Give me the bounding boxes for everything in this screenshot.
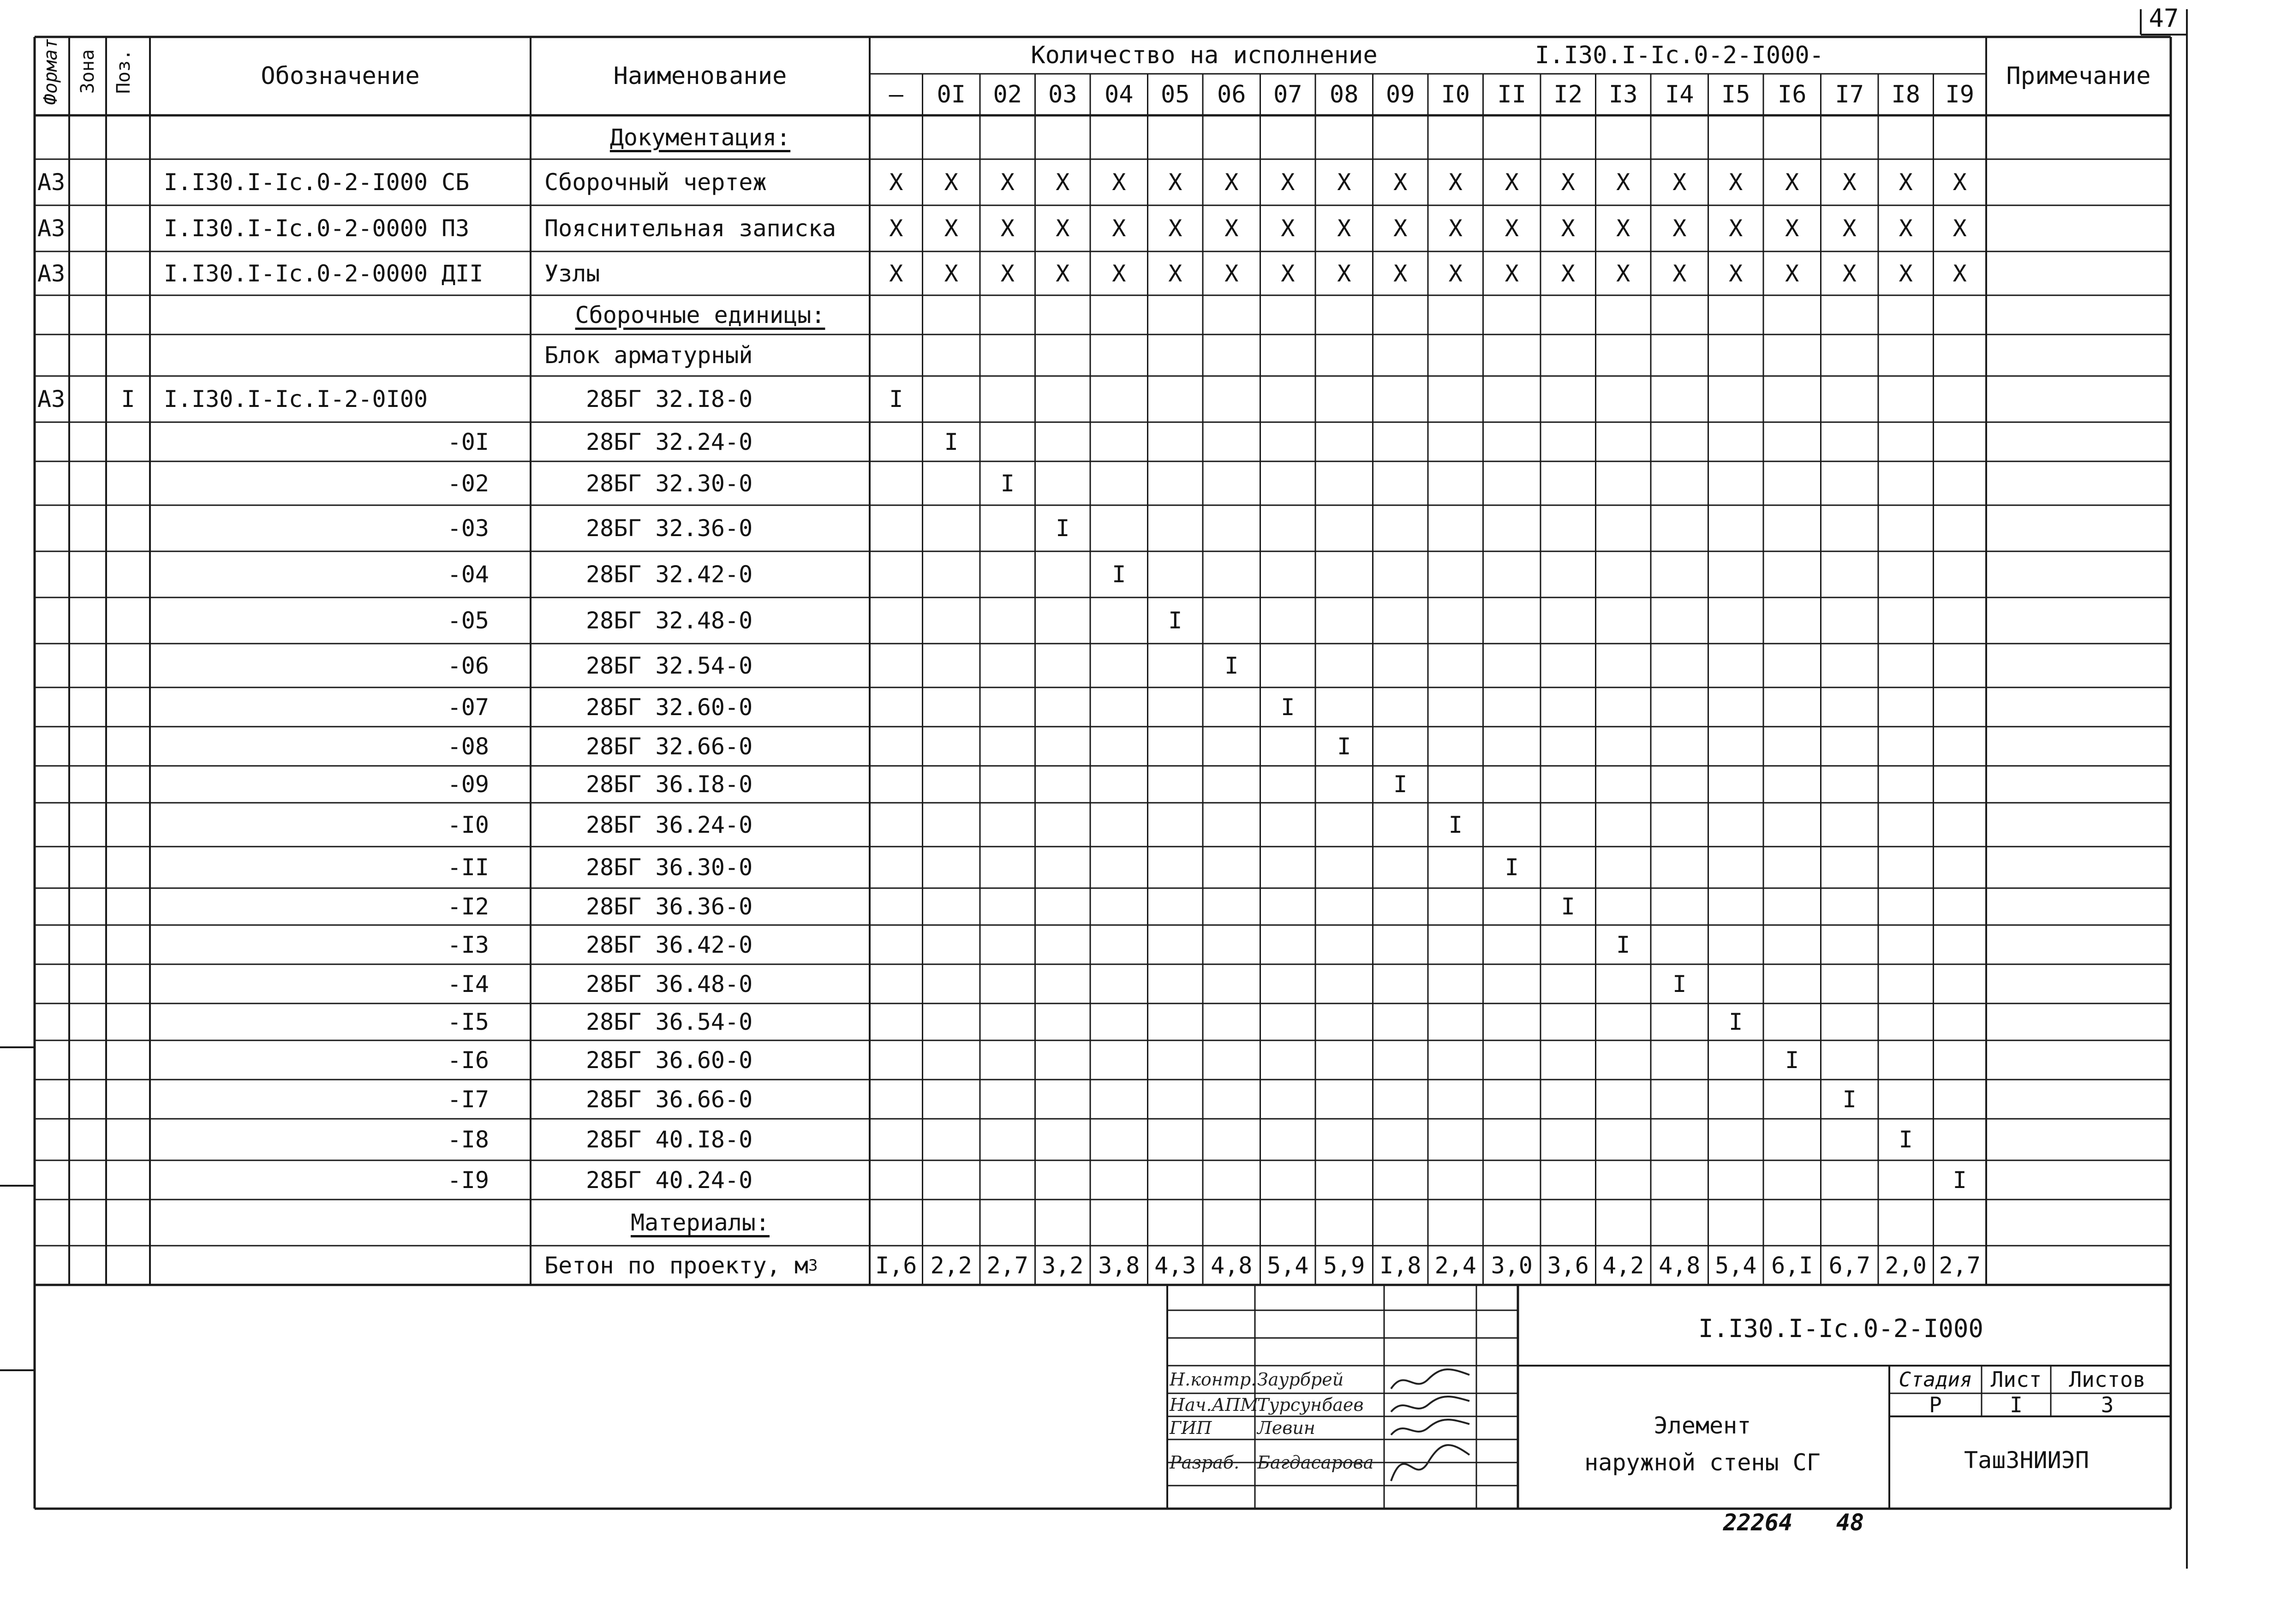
doc-mark: X (1505, 215, 1519, 242)
row-name (586, 766, 870, 803)
variant-header: I0 (1441, 81, 1470, 108)
sheets-value: 3 (2101, 1392, 2114, 1417)
variant-header: 06 (1217, 81, 1246, 108)
row-name (586, 1080, 870, 1119)
row-name-text: 28БГ 32.54-0 (586, 652, 753, 679)
doc-mark: X (889, 215, 903, 242)
sheets-label: Листов (2069, 1367, 2146, 1392)
doc-mark: X (1393, 260, 1408, 287)
signer-role: Разраб. (1170, 1452, 1240, 1473)
row-designation: -03 (447, 515, 489, 542)
variant-header: 03 (1048, 81, 1077, 108)
concrete-volume: 4,8 (1211, 1252, 1253, 1279)
row-name-text: 28БГ 36.48-0 (586, 970, 753, 997)
sheet-label: Лист (1990, 1367, 2042, 1392)
row-name (586, 925, 870, 964)
variant-header: I4 (1665, 81, 1694, 108)
unit-quantity-mark: I (1729, 1009, 1743, 1035)
header-name: Наименование (613, 62, 787, 90)
archive-number: 22264 (1723, 1509, 1793, 1536)
doc-mark: X (1505, 260, 1519, 287)
row-designation: -0I (447, 428, 489, 455)
doc-mark: X (1112, 169, 1126, 196)
row-name-text: Пояснительная записка (544, 215, 836, 242)
row-name (586, 461, 870, 505)
stage-label: Стадия (1899, 1367, 1972, 1391)
row-name (586, 847, 870, 888)
doc-mark: X (1056, 169, 1070, 196)
doc-mark: X (1224, 260, 1239, 287)
doc-mark: X (1393, 215, 1408, 242)
row-name (586, 422, 870, 461)
row-name (586, 1040, 870, 1080)
unit-quantity-mark: I (1056, 515, 1070, 542)
doc-mark: X (1899, 169, 1913, 196)
row-name-text: 28БГ 40.24-0 (586, 1166, 753, 1194)
row-designation: -I0 (447, 811, 489, 838)
doc-mark: X (1953, 215, 1967, 242)
row-name (544, 205, 870, 251)
unit-superscript: 3 (808, 1256, 818, 1275)
doc-mark: X (1785, 169, 1799, 196)
unit-quantity-mark: I (1112, 561, 1126, 588)
variant-header: I7 (1835, 81, 1864, 108)
concrete-volume: 2,2 (930, 1252, 972, 1279)
row-name (531, 295, 870, 334)
doc-mark: X (889, 169, 903, 196)
row-name (531, 1200, 870, 1246)
doc-mark: X (1785, 260, 1799, 287)
row-name (586, 551, 870, 597)
row-name (586, 1003, 870, 1040)
row-name-text: 28БГ 32.66-0 (586, 733, 753, 760)
header-qty-label: Количество на исполнение (1031, 42, 1378, 69)
doc-mark: X (1337, 169, 1351, 196)
unit-quantity-mark: I (1281, 693, 1295, 721)
unit-quantity-mark: I (1337, 733, 1351, 760)
row-name-text: Документация: (609, 124, 791, 151)
page-number: 47 (2149, 4, 2179, 33)
row-name-text: Узлы (544, 260, 600, 287)
concrete-volume: 6,I (1771, 1252, 1813, 1279)
variant-header: II (1497, 81, 1527, 108)
row-position: I (121, 386, 135, 412)
doc-mark: X (1112, 260, 1126, 287)
doc-mark: X (1616, 215, 1630, 242)
concrete-volume: 3,8 (1098, 1252, 1140, 1279)
doc-mark: X (889, 260, 903, 287)
doc-mark: X (1785, 215, 1799, 242)
concrete-volume: 5,9 (1323, 1252, 1365, 1279)
stage-value: Р (1929, 1392, 1942, 1417)
row-name (586, 597, 870, 644)
row-name (544, 159, 870, 205)
doc-mark: X (1842, 260, 1857, 287)
header-pos: Поз. (113, 49, 134, 94)
unit-quantity-mark: I (1505, 854, 1519, 881)
doc-mark: X (1448, 215, 1463, 242)
row-format: А3 (37, 169, 66, 196)
doc-mark: X (1393, 169, 1408, 196)
variant-header: 04 (1104, 81, 1134, 108)
signer-name: Турсунбаев (1257, 1395, 1364, 1415)
row-designation: I.I30.I-Ic.0-2-0000 ПЗ (164, 215, 470, 242)
row-name-text: 28БГ 36.66-0 (586, 1086, 753, 1113)
doc-mark: X (1953, 260, 1967, 287)
row-name-text: 28БГ 32.42-0 (586, 561, 753, 588)
variant-header: 02 (993, 81, 1022, 108)
doc-mark: X (1899, 215, 1913, 242)
doc-mark: X (1168, 169, 1182, 196)
row-name (586, 1119, 870, 1160)
row-name-text: 28БГ 32.48-0 (586, 607, 753, 634)
doc-mark: X (944, 215, 958, 242)
signer-role: ГИП (1170, 1418, 1212, 1438)
row-name-text: 28БГ 32.30-0 (586, 470, 753, 497)
header-designation: Обозначение (261, 62, 420, 90)
row-name (586, 727, 870, 766)
footer-page: 48 (1836, 1509, 1864, 1536)
signer-name: Багдасарова (1257, 1452, 1374, 1473)
unit-quantity-mark: I (1224, 652, 1239, 679)
row-name (586, 803, 870, 847)
concrete-volume: 2,4 (1434, 1252, 1476, 1279)
unit-quantity-mark: I (944, 428, 958, 455)
doc-mark: X (1168, 215, 1182, 242)
doc-mark: X (1729, 169, 1743, 196)
row-name (544, 1246, 870, 1285)
row-designation: I.I30.I-Ic.0-2-I000 СБ (164, 169, 470, 196)
doc-mark: X (1842, 215, 1857, 242)
row-name (586, 964, 870, 1003)
row-name (586, 644, 870, 687)
row-name-text: 28БГ 32.24-0 (586, 428, 753, 455)
variant-header: – (889, 81, 903, 108)
header-format: Формат (40, 38, 61, 105)
doc-mark: X (1672, 169, 1687, 196)
row-name-text: 28БГ 32.36-0 (586, 515, 753, 542)
variant-header: I6 (1777, 81, 1807, 108)
doc-mark: X (1112, 215, 1126, 242)
row-designation: -06 (447, 652, 489, 679)
concrete-volume: 2,0 (1885, 1252, 1927, 1279)
concrete-volume: 3,0 (1491, 1252, 1533, 1279)
row-name-text: Материалы: (630, 1209, 770, 1236)
row-designation: -09 (447, 771, 489, 798)
unit-quantity-mark: I (1168, 607, 1182, 634)
sheet-value: I (2010, 1392, 2023, 1417)
concrete-volume: 2,7 (1939, 1252, 1981, 1279)
row-designation: -02 (447, 470, 489, 497)
variant-header: 07 (1273, 81, 1302, 108)
doc-mark: X (1729, 260, 1743, 287)
row-designation: -I5 (447, 1009, 489, 1035)
variant-header: I5 (1721, 81, 1750, 108)
row-designation: -I8 (447, 1126, 489, 1153)
doc-mark: X (1056, 260, 1070, 287)
row-designation: -08 (447, 733, 489, 760)
unit-quantity-mark: I (1785, 1046, 1799, 1074)
row-name-text: 28БГ 40.I8-0 (586, 1126, 753, 1153)
unit-quantity-mark: I (1616, 931, 1630, 958)
unit-quantity-mark: I (1448, 811, 1463, 838)
doc-mark: X (1842, 169, 1857, 196)
row-designation: -I7 (447, 1086, 489, 1113)
row-name-text: Бетон по проекту, м (544, 1252, 808, 1279)
concrete-volume: 5,4 (1715, 1252, 1757, 1279)
doc-mark: X (1000, 260, 1015, 287)
doc-mark: X (1281, 215, 1295, 242)
row-name-text: 28БГ 36.30-0 (586, 854, 753, 881)
unit-quantity-mark: I (1000, 470, 1015, 497)
row-name-text: 28БГ 36.36-0 (586, 893, 753, 920)
title-line2: наружной стены СГ (1584, 1449, 1821, 1476)
doc-mark: X (944, 169, 958, 196)
doc-mark: X (1561, 215, 1575, 242)
signer-role: Н.контр. (1170, 1369, 1257, 1390)
doc-mark: X (1056, 215, 1070, 242)
doc-mark: X (1224, 169, 1239, 196)
doc-mark: X (1448, 169, 1463, 196)
signer-name: Заурбрей (1257, 1369, 1344, 1390)
variant-header: I2 (1553, 81, 1583, 108)
doc-mark: X (1281, 169, 1295, 196)
variant-header: I8 (1891, 81, 1921, 108)
doc-mark: X (1000, 169, 1015, 196)
row-name (544, 251, 870, 295)
doc-mark: X (1337, 260, 1351, 287)
row-format: А3 (37, 215, 66, 242)
row-name-text: 28БГ 36.60-0 (586, 1046, 753, 1074)
row-designation: -I3 (447, 931, 489, 958)
row-name-text: Сборочный чертеж (544, 169, 767, 196)
title-doc-code: I.I30.I-Ic.0-2-I000 (1698, 1314, 1983, 1343)
row-name-text: Блок арматурный (544, 342, 753, 369)
unit-quantity-mark: I (1899, 1126, 1913, 1153)
variant-header: 0I (937, 81, 966, 108)
row-designation: I.I30.I-Ic.0-2-0000 ДII (164, 260, 484, 287)
variant-header: 09 (1385, 81, 1415, 108)
variant-header: 08 (1329, 81, 1359, 108)
row-designation: -05 (447, 607, 489, 634)
concrete-volume: 4,2 (1602, 1252, 1644, 1279)
header-zone: Зона (77, 49, 98, 94)
variant-header: 05 (1160, 81, 1190, 108)
row-name-text: 28БГ 32.I8-0 (586, 386, 753, 412)
row-designation: -I9 (447, 1166, 489, 1194)
row-name-text: Сборочные единицы: (575, 301, 825, 328)
doc-mark: X (1505, 169, 1519, 196)
concrete-volume: 6,7 (1828, 1252, 1870, 1279)
row-designation: -07 (447, 693, 489, 721)
row-name (586, 687, 870, 727)
doc-mark: X (1616, 169, 1630, 196)
concrete-volume: 4,3 (1154, 1252, 1196, 1279)
doc-mark: X (1000, 215, 1015, 242)
signer-role: Нач.АПМ (1170, 1395, 1259, 1415)
doc-mark: X (1561, 260, 1575, 287)
row-name (531, 115, 870, 159)
signature-mark (1386, 1439, 1474, 1486)
row-name (586, 376, 870, 422)
doc-mark: X (1281, 260, 1295, 287)
signature-mark (1386, 1416, 1474, 1439)
concrete-volume: 2,7 (986, 1252, 1028, 1279)
doc-mark: X (1953, 169, 1967, 196)
row-designation: -I6 (447, 1046, 489, 1074)
concrete-volume: 4,8 (1659, 1252, 1701, 1279)
doc-mark: X (1337, 215, 1351, 242)
signature-mark (1386, 1366, 1474, 1393)
row-format: А3 (37, 260, 66, 287)
row-name-text: 28БГ 32.60-0 (586, 693, 753, 721)
row-designation: -I4 (447, 970, 489, 997)
doc-mark: X (944, 260, 958, 287)
row-name (586, 1160, 870, 1200)
doc-mark: X (1729, 215, 1743, 242)
doc-mark: X (1899, 260, 1913, 287)
unit-quantity-mark: I (1672, 970, 1687, 997)
doc-mark: X (1616, 260, 1630, 287)
unit-quantity-mark: I (1561, 893, 1575, 920)
variant-header: I9 (1945, 81, 1975, 108)
row-designation: -II (447, 854, 489, 881)
variant-header: I3 (1608, 81, 1638, 108)
doc-mark: X (1561, 169, 1575, 196)
doc-mark: X (1168, 260, 1182, 287)
concrete-volume: 5,4 (1267, 1252, 1309, 1279)
doc-mark: X (1448, 260, 1463, 287)
unit-quantity-mark: I (889, 386, 903, 412)
row-name-text: 28БГ 36.I8-0 (586, 771, 753, 798)
row-name-text: 28БГ 36.54-0 (586, 1009, 753, 1035)
doc-mark: X (1224, 215, 1239, 242)
row-designation: I.I30.I-Ic.I-2-0I00 (164, 386, 428, 412)
row-format: А3 (37, 386, 66, 412)
row-designation: -04 (447, 561, 489, 588)
row-name (586, 505, 870, 551)
header-qty-code: I.I30.I-Ic.0-2-I000- (1535, 42, 1824, 69)
doc-mark: X (1672, 215, 1687, 242)
row-designation: -I2 (447, 893, 489, 920)
title-line1: Элемент (1654, 1412, 1751, 1439)
concrete-volume: I,8 (1379, 1252, 1421, 1279)
signer-name: Левин (1257, 1418, 1315, 1438)
row-name (544, 334, 870, 376)
unit-quantity-mark: I (1393, 771, 1408, 798)
concrete-volume: 3,6 (1547, 1252, 1589, 1279)
unit-quantity-mark: I (1842, 1086, 1857, 1113)
header-note: Примечание (2006, 62, 2151, 90)
row-name-text: 28БГ 36.24-0 (586, 811, 753, 838)
concrete-volume: I,6 (875, 1252, 917, 1279)
row-name (586, 888, 870, 925)
doc-mark: X (1672, 260, 1687, 287)
signature-mark (1386, 1393, 1474, 1416)
row-name-text: 28БГ 36.42-0 (586, 931, 753, 958)
organization: ТашЗНИИЭП (1964, 1447, 2089, 1474)
concrete-volume: 3,2 (1042, 1252, 1084, 1279)
unit-quantity-mark: I (1953, 1166, 1967, 1194)
